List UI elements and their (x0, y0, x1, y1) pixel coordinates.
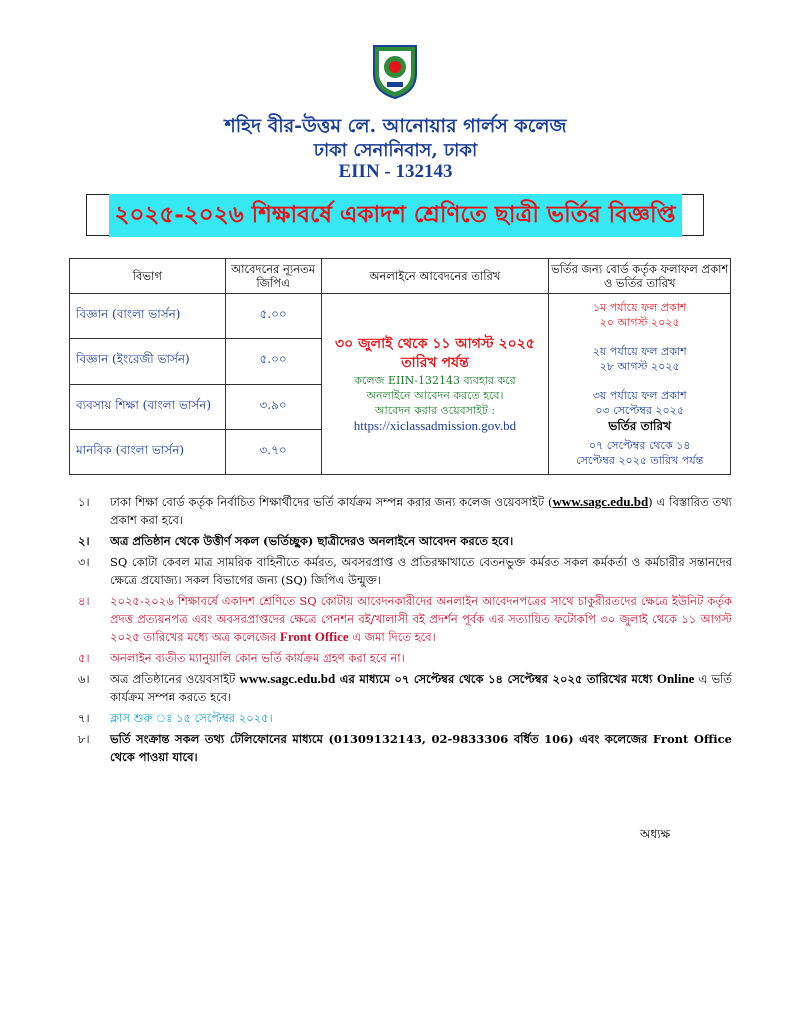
list-number: ৬। (78, 672, 90, 686)
header-department: বিভাগ (70, 259, 226, 294)
list-number: ৩। (78, 555, 90, 569)
list-item (72, 592, 732, 646)
admission-label: ভর্তির তারিখ (608, 419, 671, 433)
front-office-text: Front Office (279, 629, 349, 644)
note-text: এ জমা দিতে হবে। (348, 630, 436, 644)
gpa-cell: ৫.০০ (225, 339, 321, 384)
list-number: ২। (78, 534, 90, 548)
phase1-date: ২০ আগস্ট ২০২৫ (599, 316, 680, 329)
note-text: ক্লাস শুরু ঃ ১৫ সেপ্টেম্বর ২০২৫। (110, 711, 273, 725)
note-text: ভর্তি সংক্রান্ত সকল তথ্য টেলিফোনের মাধ্যমে (01309132143, 02-9833306 বর্ধিত 106) এবং কলেজের Front Office থেকে পাওয়া যাবে। (110, 732, 732, 764)
table-header-row (70, 259, 731, 294)
list-number: ৫। (78, 651, 90, 665)
header-gpa: আবেদনের ন্যূনতম জিপিএ (225, 259, 321, 294)
notice-title: ২০২৫-২০২৬ শিক্ষাবর্ষে একাদশ শ্রেণিতে ছাত্রী ভর্তির বিজ্ঞপ্তি (109, 194, 682, 237)
list-number: ৮। (78, 732, 90, 746)
gpa-cell: ৩.৭০ (225, 429, 321, 474)
table-row (70, 294, 731, 339)
admission-date-1: ০৭ সেপ্টেম্বর থেকে ১৪ (588, 439, 691, 452)
list-item (72, 553, 732, 589)
note-text: এ ভর্তি কার্যক্রম সম্পন্ন করতে হবে। (110, 672, 732, 704)
note-text: এর মাধ্যমে ০৭ সেপ্টেম্বর থেকে ১৪ সেপ্টেম্বর ২০২৫ তারিখের মধ্যে (335, 672, 657, 686)
college-shield-logo (372, 44, 418, 100)
list-item (72, 649, 732, 667)
note-text: অত্র প্রতিষ্ঠান থেকে উত্তীর্ণ সকল (ভর্তিচ্ছুক) ছাত্রীদেরও অনলাইনে আবেদন করতে হবে। (110, 534, 514, 548)
online-date-until: তারিখ পর্যন্ত (401, 354, 469, 371)
notice-list (72, 493, 732, 769)
online-date-range: ৩০ জুলাই থেকে ১১ আগস্ট ২০২৫ (335, 335, 535, 352)
phase3-date: ০৩ সেপ্টেম্বর ২০২৫ (595, 404, 684, 417)
department-cell: ব্যবসায় শিক্ষা (বাংলা ভার্সন) (70, 384, 226, 429)
department-cell: বিজ্ঞান (বাংলা ভার্সন) (70, 294, 226, 339)
online-text: Online (656, 671, 695, 686)
online-date-cell (321, 294, 549, 475)
note-text: অত্র প্রতিষ্ঠানের ওয়েবসাইট (110, 672, 240, 686)
department-cell: মানবিক (বাংলা ভার্সন) (70, 429, 226, 474)
college-name: শহিদ বীর-উত্তম লে. আনোয়ার গার্লস কলেজ (224, 115, 567, 137)
admission-table (69, 258, 731, 475)
college-location: ঢাকা সেনানিবাস, ঢাকা (313, 140, 478, 161)
note-text: ২০২৫-২০২৬ শিক্ষাবর্ষে একাদশ শ্রেণিতে SQ কোটায় আবেদনকারীদের অনলাইন আবেদনপত্রের সাথে চাকুরীরতদের ক্ষেত্রে ইউনিট কর্তৃক প্রদত্ত প্রত্যয়নপত্র এবং অবসরপ্রাপ্তদের ক্ষেত্রে পেনশন বই/খালাসী বই প্রদর্শন পূর্বক এর সত্যায়িত ফটোকপি ৩০ জুলাই থেকে ১১ আগস্ট ২০২৫ তারিখের মধ্যে অত্র কলেজের (110, 594, 732, 644)
list-item (72, 532, 732, 550)
eiin-code: EIIN - 132143 (338, 161, 453, 182)
phase2-date: ২৮ আগস্ট ২০২৫ (599, 360, 680, 373)
note-text: ) এ বিস্তারিত তথ্য প্রকাশ করা হবে। (110, 495, 733, 527)
online-note-1: কলেজ EIIN-132143 ব্যবহার করে (354, 373, 516, 387)
phase2-label: ২য় পর্যায়ে ফল প্রকাশ (592, 345, 687, 358)
note-text: SQ কোটা কেবল মাত্র সামরিক বাহিনীতে কর্মরত, অবসরপ্রাপ্ত ও প্রতিরক্ষাখাতে বেতনভুক্ত কর্মরত সকল কর্মকর্তা ও কর্মচারীর সন্তানদের ক্ষেত্রে প্রযোজ্য। সকল বিভাগের জন্য (SQ) জিপিএ উন্মুক্ত। (110, 555, 732, 587)
college-website-link[interactable]: www.sagc.edu.bd (552, 494, 649, 509)
result-date-cell (549, 294, 731, 475)
note-text: অনলাইন ব্যতীত ম্যানুয়ালি কোন ভর্তি কার্যক্রম গ্রহণ করা হবে না। (110, 651, 405, 665)
admission-date-2: সেপ্টেম্বর ২০২৫ তারিখ পর্যন্ত (576, 454, 704, 467)
list-item (72, 670, 732, 706)
website-label: আবেদন করার ওয়েবসাইট : (374, 403, 496, 417)
gpa-cell: ৩.৯০ (225, 384, 321, 429)
online-note-2: অনলাইনে আবেদন করতে হবে। (366, 388, 504, 402)
department-cell: বিজ্ঞান (ইংরেজী ভার্সন) (70, 339, 226, 384)
list-item (72, 709, 732, 727)
gpa-cell: ৫.০০ (225, 294, 321, 339)
list-number: ৭। (78, 711, 90, 725)
note-text: ঢাকা শিক্ষা বোর্ড কর্তৃক নির্বাচিত শিক্ষার্থীদের ভর্তি কার্যক্রম সম্পন্ন করার জন্য কলেজ ওয়েবসাইট ( (110, 495, 553, 509)
list-number: ১। (78, 495, 90, 509)
list-item (72, 493, 732, 529)
notice-title-banner (86, 194, 704, 236)
header-online-date: অনলাইনে আবেদনের তারিখ (321, 259, 549, 294)
college-website-link[interactable]: www.sagc.edu.bd (239, 671, 336, 686)
phase1-label: ১ম পর্যায়ে ফল প্রকাশ (592, 301, 687, 314)
phase3-label: ৩য় পর্যায়ে ফল প্রকাশ (592, 389, 687, 402)
principal-signature: অধ্যক্ষ (640, 827, 671, 841)
list-item (72, 730, 732, 766)
list-number: ৪। (78, 594, 90, 608)
admission-website-link[interactable]: https://xiclassadmission.gov.bd (353, 417, 517, 433)
header-result: ভর্তির জন্য বোর্ড কর্তৃক ফলাফল প্রকাশ ও ভর্তির তারিখ (549, 259, 731, 294)
